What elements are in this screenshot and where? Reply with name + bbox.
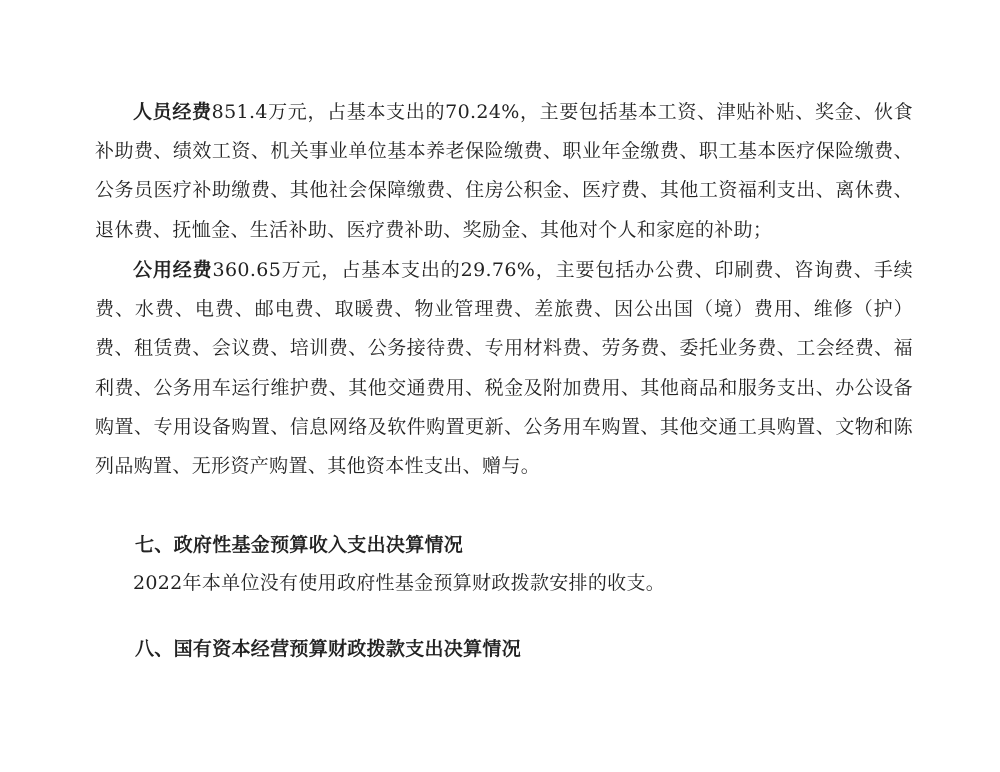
section-7-heading: 七、政府性基金预算收入支出决算情况 [135, 534, 464, 556]
public-expense-label: 公用经费 [133, 259, 213, 281]
public-expense-paragraph [95, 251, 913, 486]
section-7-body: 2022年本单位没有使用政府性基金预算财政拨款安排的收支。 [133, 572, 666, 594]
section-8-heading: 八、国有资本经营预算财政拨款支出决算情况 [135, 638, 522, 660]
personnel-expense-label: 人员经费 [133, 101, 212, 123]
public-expense-text: 360.65万元，占基本支出的29.76%，主要包括办公费、印刷费、咨询费、手续费、水费、电费、邮电费、取暖费、物业管理费、差旅费、因公出国（境）费用、维修（护）费、租赁费、会议费、培训费、公务接待费、专用材料费、劳务费、委托业务费、工会经费、福利费、公务用车运行维护费、其他交通费用、税金及附加费用、其他商品和服务支出、办公设备购置、专用设备购置、信息网络及软件购置更新、公务用车购置、其他交通工具购置、文物和陈列品购置、无形资产购置、其他资本性支出、赠与。 [95, 259, 913, 478]
personnel-expense-text: 851.4万元，占基本支出的70.24%，主要包括基本工资、津贴补贴、奖金、伙食补助费、绩效工资、机关事业单位基本养老保险缴费、职业年金缴费、职工基本医疗保险缴费、公务员医疗补助缴费、其他社会保障缴费、住房公积金、医疗费、其他工资福利支出、离休费、退休费、抚恤金、生活补助、医疗费补助、奖励金、其他对个人和家庭的补助； [95, 101, 913, 241]
personnel-expense-paragraph [95, 93, 913, 250]
